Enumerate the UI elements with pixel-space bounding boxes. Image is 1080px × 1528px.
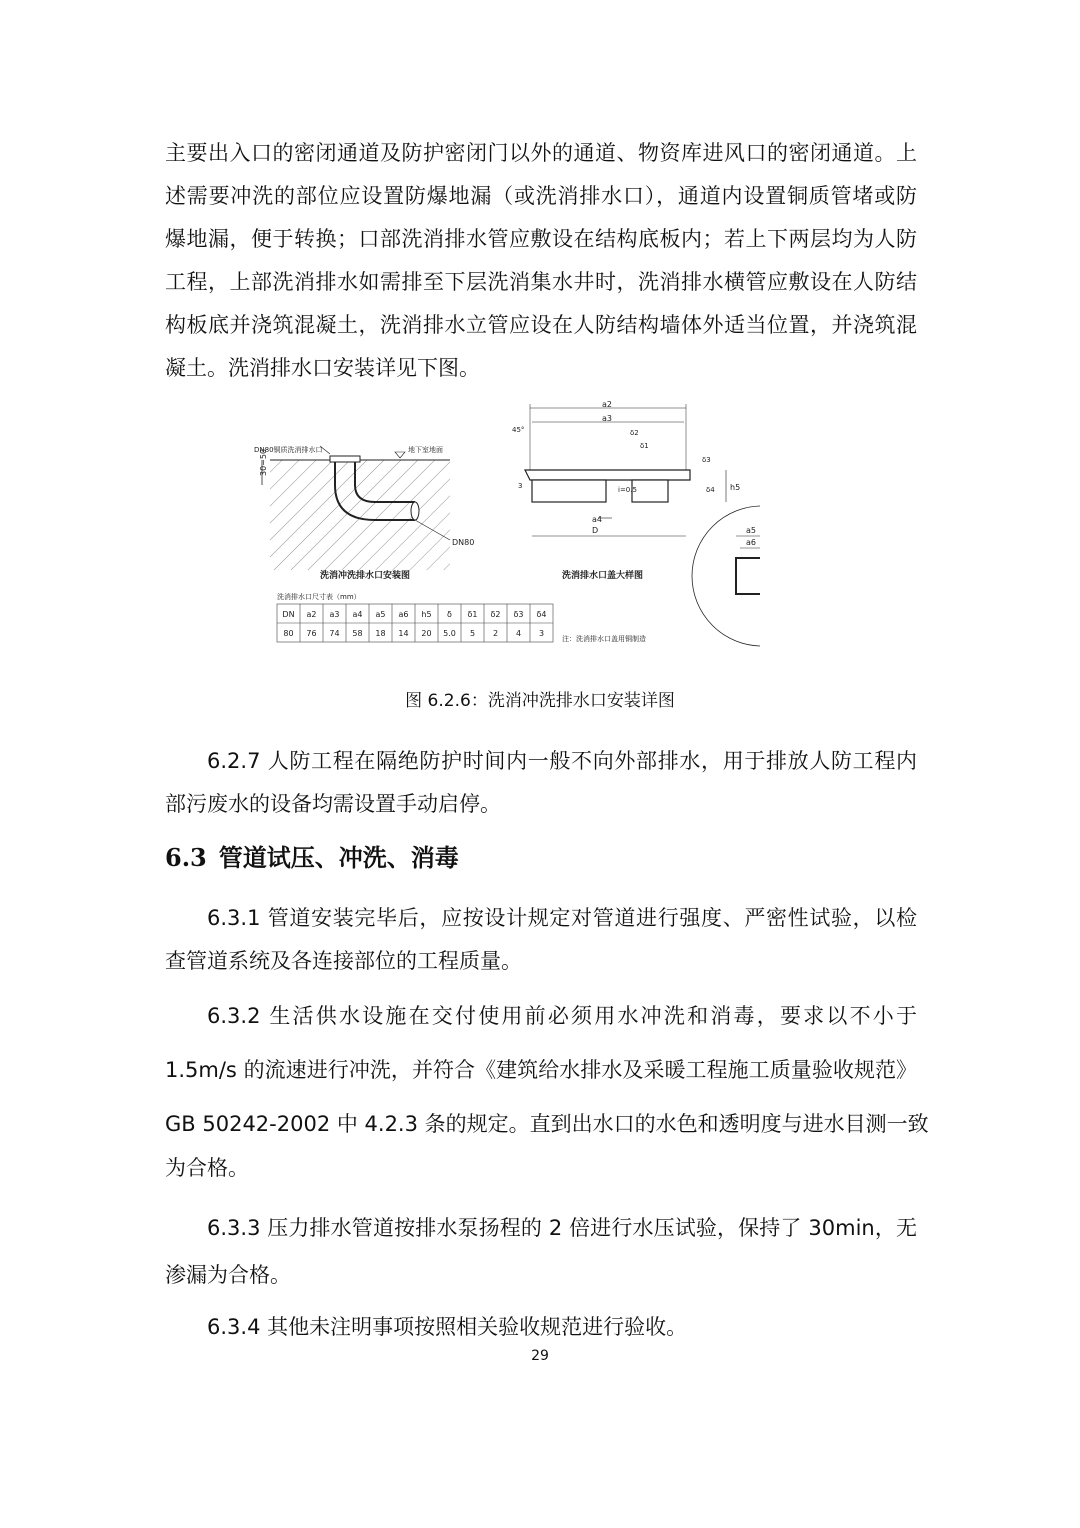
table-header-cell: δ1 (467, 610, 478, 619)
table-value-cell: 80 (283, 629, 294, 638)
text-line: 查管道系统及各连接部位的工程质量。 (165, 949, 522, 973)
table-header-cell: a3 (329, 610, 340, 619)
installation-figure (240, 400, 760, 650)
table-header-cell: δ2 (490, 610, 501, 619)
text-line: 构板底并浇筑混凝土，洗消排水立管应设在人防结构墙体外适当位置，并浇筑混 (165, 313, 917, 337)
paragraph-6-3-2 (165, 995, 929, 1190)
detail-label-a2: a2 (602, 400, 612, 409)
paragraph-6-3-1 (165, 897, 917, 983)
detail-label-d3: δ3 (702, 456, 711, 464)
table-value-cell: 2 (492, 629, 499, 638)
detail-label-b3: 3 (518, 482, 523, 490)
table-value-cell: 76 (306, 629, 317, 638)
table-title: 洗消排水口尺寸表（mm） (277, 593, 361, 601)
paragraph-6-2-7 (165, 740, 917, 826)
text-line: GB 50242-2002 中 4.2.3 条的规定。直到出水口的水色和透明度与进水目测一致 (165, 1112, 929, 1136)
table-value-cell: 58 (352, 629, 363, 638)
text-line: 主要出入口的密闭通道及防护密闭门以外的通道、物资库进风口的密闭通道。上 (165, 141, 917, 165)
text-line: 部污废水的设备均需设置手动启停。 (165, 792, 501, 816)
text-line: 6.3.1 管道安装完毕后，应按设计规定对管道进行强度、严密性试验，以检 (207, 906, 917, 930)
table-header-cell: a2 (306, 610, 317, 619)
text-line: 6.3.3 压力排水管道按排水泵扬程的 2 倍进行水压试验，保持了 30min，无 (207, 1216, 917, 1240)
table-value-cell: 5.0 (443, 629, 456, 638)
table-header-cell: δ (447, 610, 452, 619)
detail-label-a4: a4 (592, 515, 602, 524)
page-number: 29 (531, 1348, 549, 1364)
text-line: 渗漏为合格。 (165, 1263, 291, 1287)
table-header-cell: δ4 (536, 610, 547, 619)
detail-label-h5: h5 (730, 483, 741, 492)
section-title: 管道试压、冲洗、消毒 (218, 843, 459, 872)
cover-detail-diagram (512, 400, 740, 581)
table-header-cell: a5 (375, 610, 386, 619)
diagram-label-pipe: DN80 (452, 538, 475, 547)
text-line: 6.3.2 生活供水设施在交付使用前必须用水冲洗和消毒，要求以不小于 (207, 1004, 917, 1028)
text-line: 凝土。洗消排水口安装详见下图。 (165, 356, 480, 380)
figure-note: 注：洗消排水口盖用铜制造 (562, 635, 646, 643)
detail-label-angle: 45° (512, 426, 525, 434)
section-number: 6.3 (165, 843, 207, 872)
diagram-label-dim: 30~50 (259, 448, 268, 476)
figure-caption: 图 6.2.6：洗消冲洗排水口安装详图 (405, 691, 675, 711)
table-header-cell: h5 (421, 610, 432, 619)
table-value-cell: 14 (398, 629, 409, 638)
installation-diagram (254, 445, 474, 581)
diagram-label-callout: DN80铜质洗消排水口 (254, 446, 323, 454)
detail-label-d1: δ1 (640, 442, 649, 450)
text-line: 爆地漏，便于转换；口部洗消排水管应敷设在结构底板内；若上下两层均为人防 (165, 227, 917, 251)
table-value-cell: 5 (469, 629, 476, 638)
detail-label-D: D (592, 526, 599, 535)
paragraph-6-3-4 (165, 1306, 917, 1349)
section-heading (165, 838, 459, 873)
text-line: 1.5m/s 的流速进行冲洗，并符合《建筑给水排水及采暖工程施工质量验收规范》 (165, 1058, 917, 1082)
table-header-cell: DN (282, 610, 295, 619)
table-value-cell: 20 (421, 629, 432, 638)
table-value-cell: 3 (538, 629, 545, 638)
circular-detail (692, 506, 760, 646)
detail-label-slope: i=0.5 (618, 486, 637, 494)
text-line: 工程，上部洗消排水如需排至下层洗消集水井时，洗消排水横管应敷设在人防结 (165, 270, 917, 294)
text-line: 述需要冲洗的部位应设置防爆地漏（或洗消排水口），通道内设置铜质管堵或防 (165, 184, 917, 208)
text-line: 6.2.7 人防工程在隔绝防护时间内一般不向外部排水，用于排放人防工程内 (207, 749, 917, 773)
diagram-title: 洗消冲洗排水口安装图 (320, 571, 411, 581)
table-header-cell: a4 (352, 610, 363, 619)
circle-label-a6: a6 (746, 538, 756, 547)
detail-label-d4: δ4 (706, 486, 715, 494)
paragraph-6-3-3 (165, 1207, 917, 1297)
table-header-cell: δ3 (513, 610, 524, 619)
circle-label-a5: a5 (746, 526, 756, 535)
table-value-cell: 4 (515, 629, 522, 638)
detail-label-d2: δ2 (630, 429, 639, 437)
text-line: 为合格。 (165, 1156, 249, 1180)
detail-label-a3: a3 (602, 414, 612, 423)
intro-paragraph (165, 132, 917, 390)
table-value-cell: 74 (329, 629, 340, 638)
dimension-table (277, 592, 553, 642)
detail-title: 洗消排水口盖大样图 (562, 571, 644, 581)
table-value-cell: 18 (375, 629, 386, 638)
text-line: 6.3.4 其他未注明事项按照相关验收规范进行验收。 (207, 1315, 688, 1339)
table-header-cell: a6 (398, 610, 409, 619)
diagram-label-floor: 地下室地面 (408, 446, 443, 454)
